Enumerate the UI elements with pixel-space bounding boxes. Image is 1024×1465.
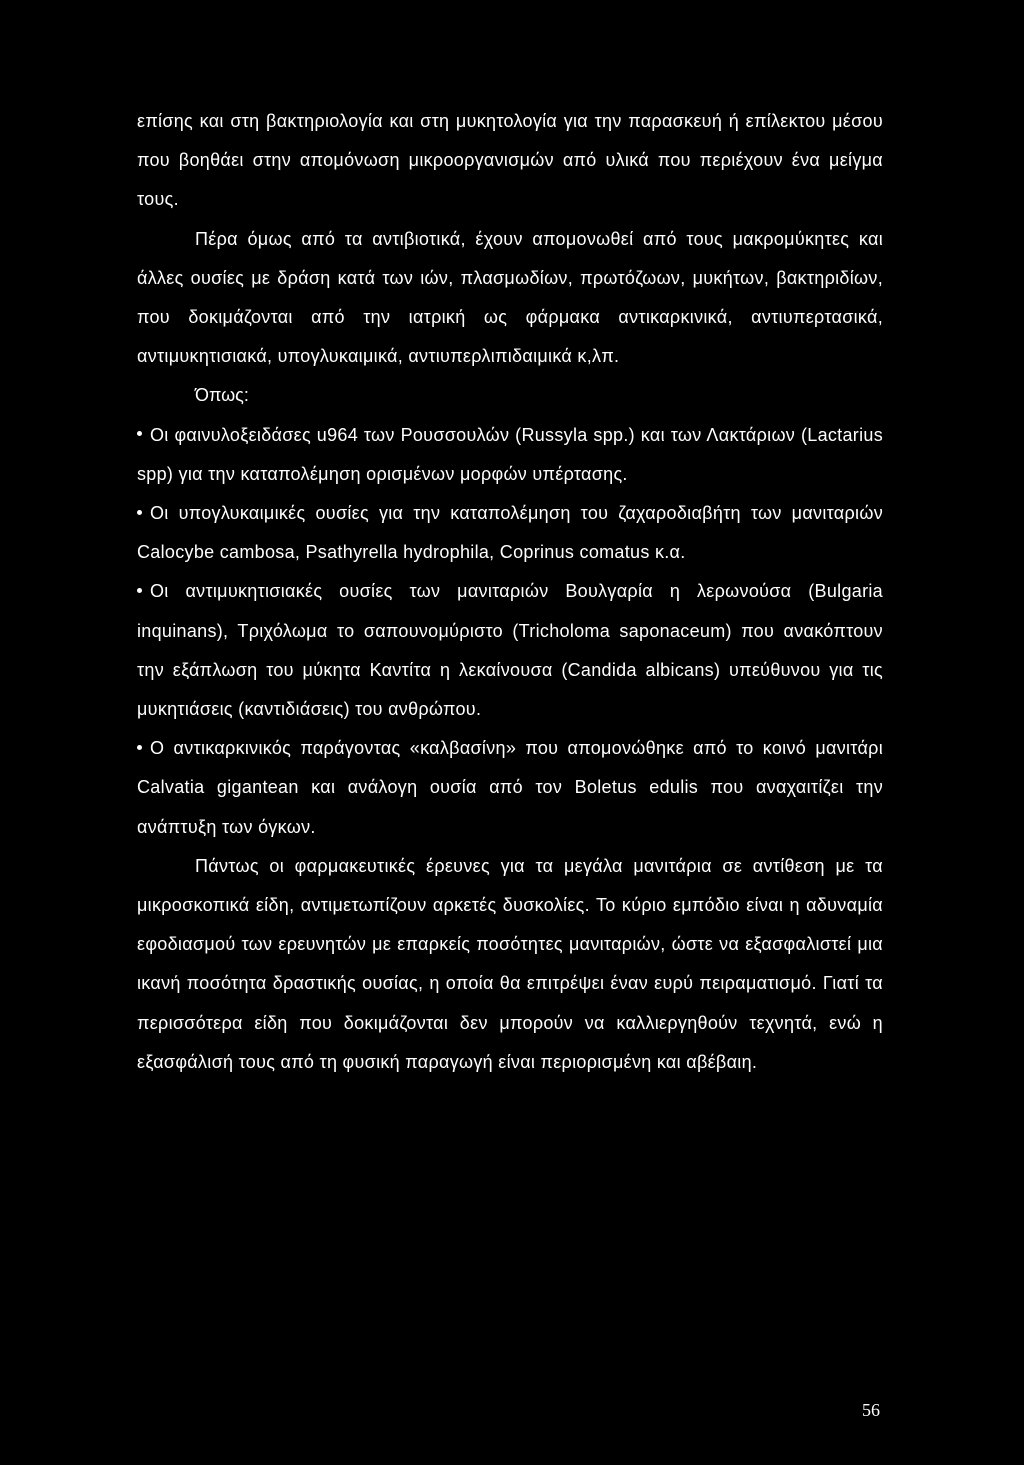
bullet-icon — [137, 431, 142, 436]
bullet-text: Οι αντιμυκητισιακές ουσίες των μανιταριών Βουλγαρία η λερωνούσα (Bulgaria inquinans), Τριχόλωμα το σαπουνομύριστο (Tricholoma saponaceum) που ανακόπτουν την εξάπλωση του μύκητα Καντίτα η λεκαίνουσα (Candida albicans) υπεύθυνου για τις μυκητιάσεις (καντιδιάσεις) του ανθρώπου. — [137, 581, 883, 720]
bullet-item-phenyloxidases — [137, 416, 883, 494]
bullet-text: Οι υπογλυκαιμικές ουσίες για την καταπολέμηση του ζαχαροδιαβήτη των μανιταριών Calocybe cambosa, Psathyrella hydrophila, Coprinus comatus κ.α. — [137, 503, 883, 563]
bullet-text: Ο αντικαρκινικός παράγοντας «καλβασίνη» που απομονώθηκε από το κοινό μανιτάρι Calvatia gigantean και ανάλογη ουσία από τον Boletus edulis που αναχαιτίζει την ανάπτυξη των όγκων. — [137, 738, 883, 837]
bullet-text: Οι φαινυλοξειδάσες u964 των Ρουσσουλών (Russyla spp.) και των Λακτάριων (Lactarius spp) για την καταπολέμηση ορισμένων μορφών υπέρτασης. — [137, 424, 883, 484]
paragraph-research-difficulties: Πάντως οι φαρμακευτικές έρευνες για τα μεγάλα μανιτάρια σε αντίθεση με τα μικροσκοπικά είδη, αντιμετωπίζουν αρκετές δυσκολίες. Το κύριο εμπόδιο είναι η αδυναμία εφοδιασμού των ερευνητών με επαρκείς ποσότητες μανιταριών, ώστε να εξασφαλιστεί μια ικανή ποσότητα δραστικής ουσίας, η οποία θα επιτρέψει έναν ευρύ πειραματισμό. Γιατί τα περισσότερα είδη που δοκιμάζονται δεν μπορούν να καλλιεργηθούν τεχνητά, ενώ η εξασφάλισή τους από τη φυσική παραγωγή είναι περιορισμένη και αβέβαιη. — [137, 855, 883, 1072]
bullet-icon — [137, 745, 142, 750]
bullet-icon — [137, 510, 142, 515]
bullet-item-antifungal — [137, 572, 883, 729]
page-body — [137, 102, 883, 1082]
paragraph-continuation: επίσης και στη βακτηριολογία και στη μυκητολογία για την παρασκευή ή επίλεκτου μέσου που βοηθάει στην απομόνωση μικροοργανισμών από υλικά που περιέχουν ένα μείγμα τους. — [137, 111, 883, 210]
page-number: 56 — [862, 1400, 880, 1420]
bullet-item-hypoglycemic — [137, 494, 883, 572]
bullet-icon — [137, 588, 142, 593]
list-heading: Όπως: — [195, 385, 249, 406]
bullet-item-anticancer — [137, 729, 883, 847]
paragraph-other-substances: Πέρα όμως από τα αντιβιοτικά, έχουν απομονωθεί από τους μακρομύκητες και άλλες ουσίες με δράση κατά των ιών, πλασμωδίων, πρωτόζωων, μυκήτων, βακτηριδίων, που δοκιμάζονται από την ιατρική ως φάρμακα αντικαρκινικά, αντιυπερτασικά, αντιμυκητισιακά, υπογλυκαιμικά, αντιυπερλιπιδαιμικά κ,λπ. — [137, 228, 883, 367]
